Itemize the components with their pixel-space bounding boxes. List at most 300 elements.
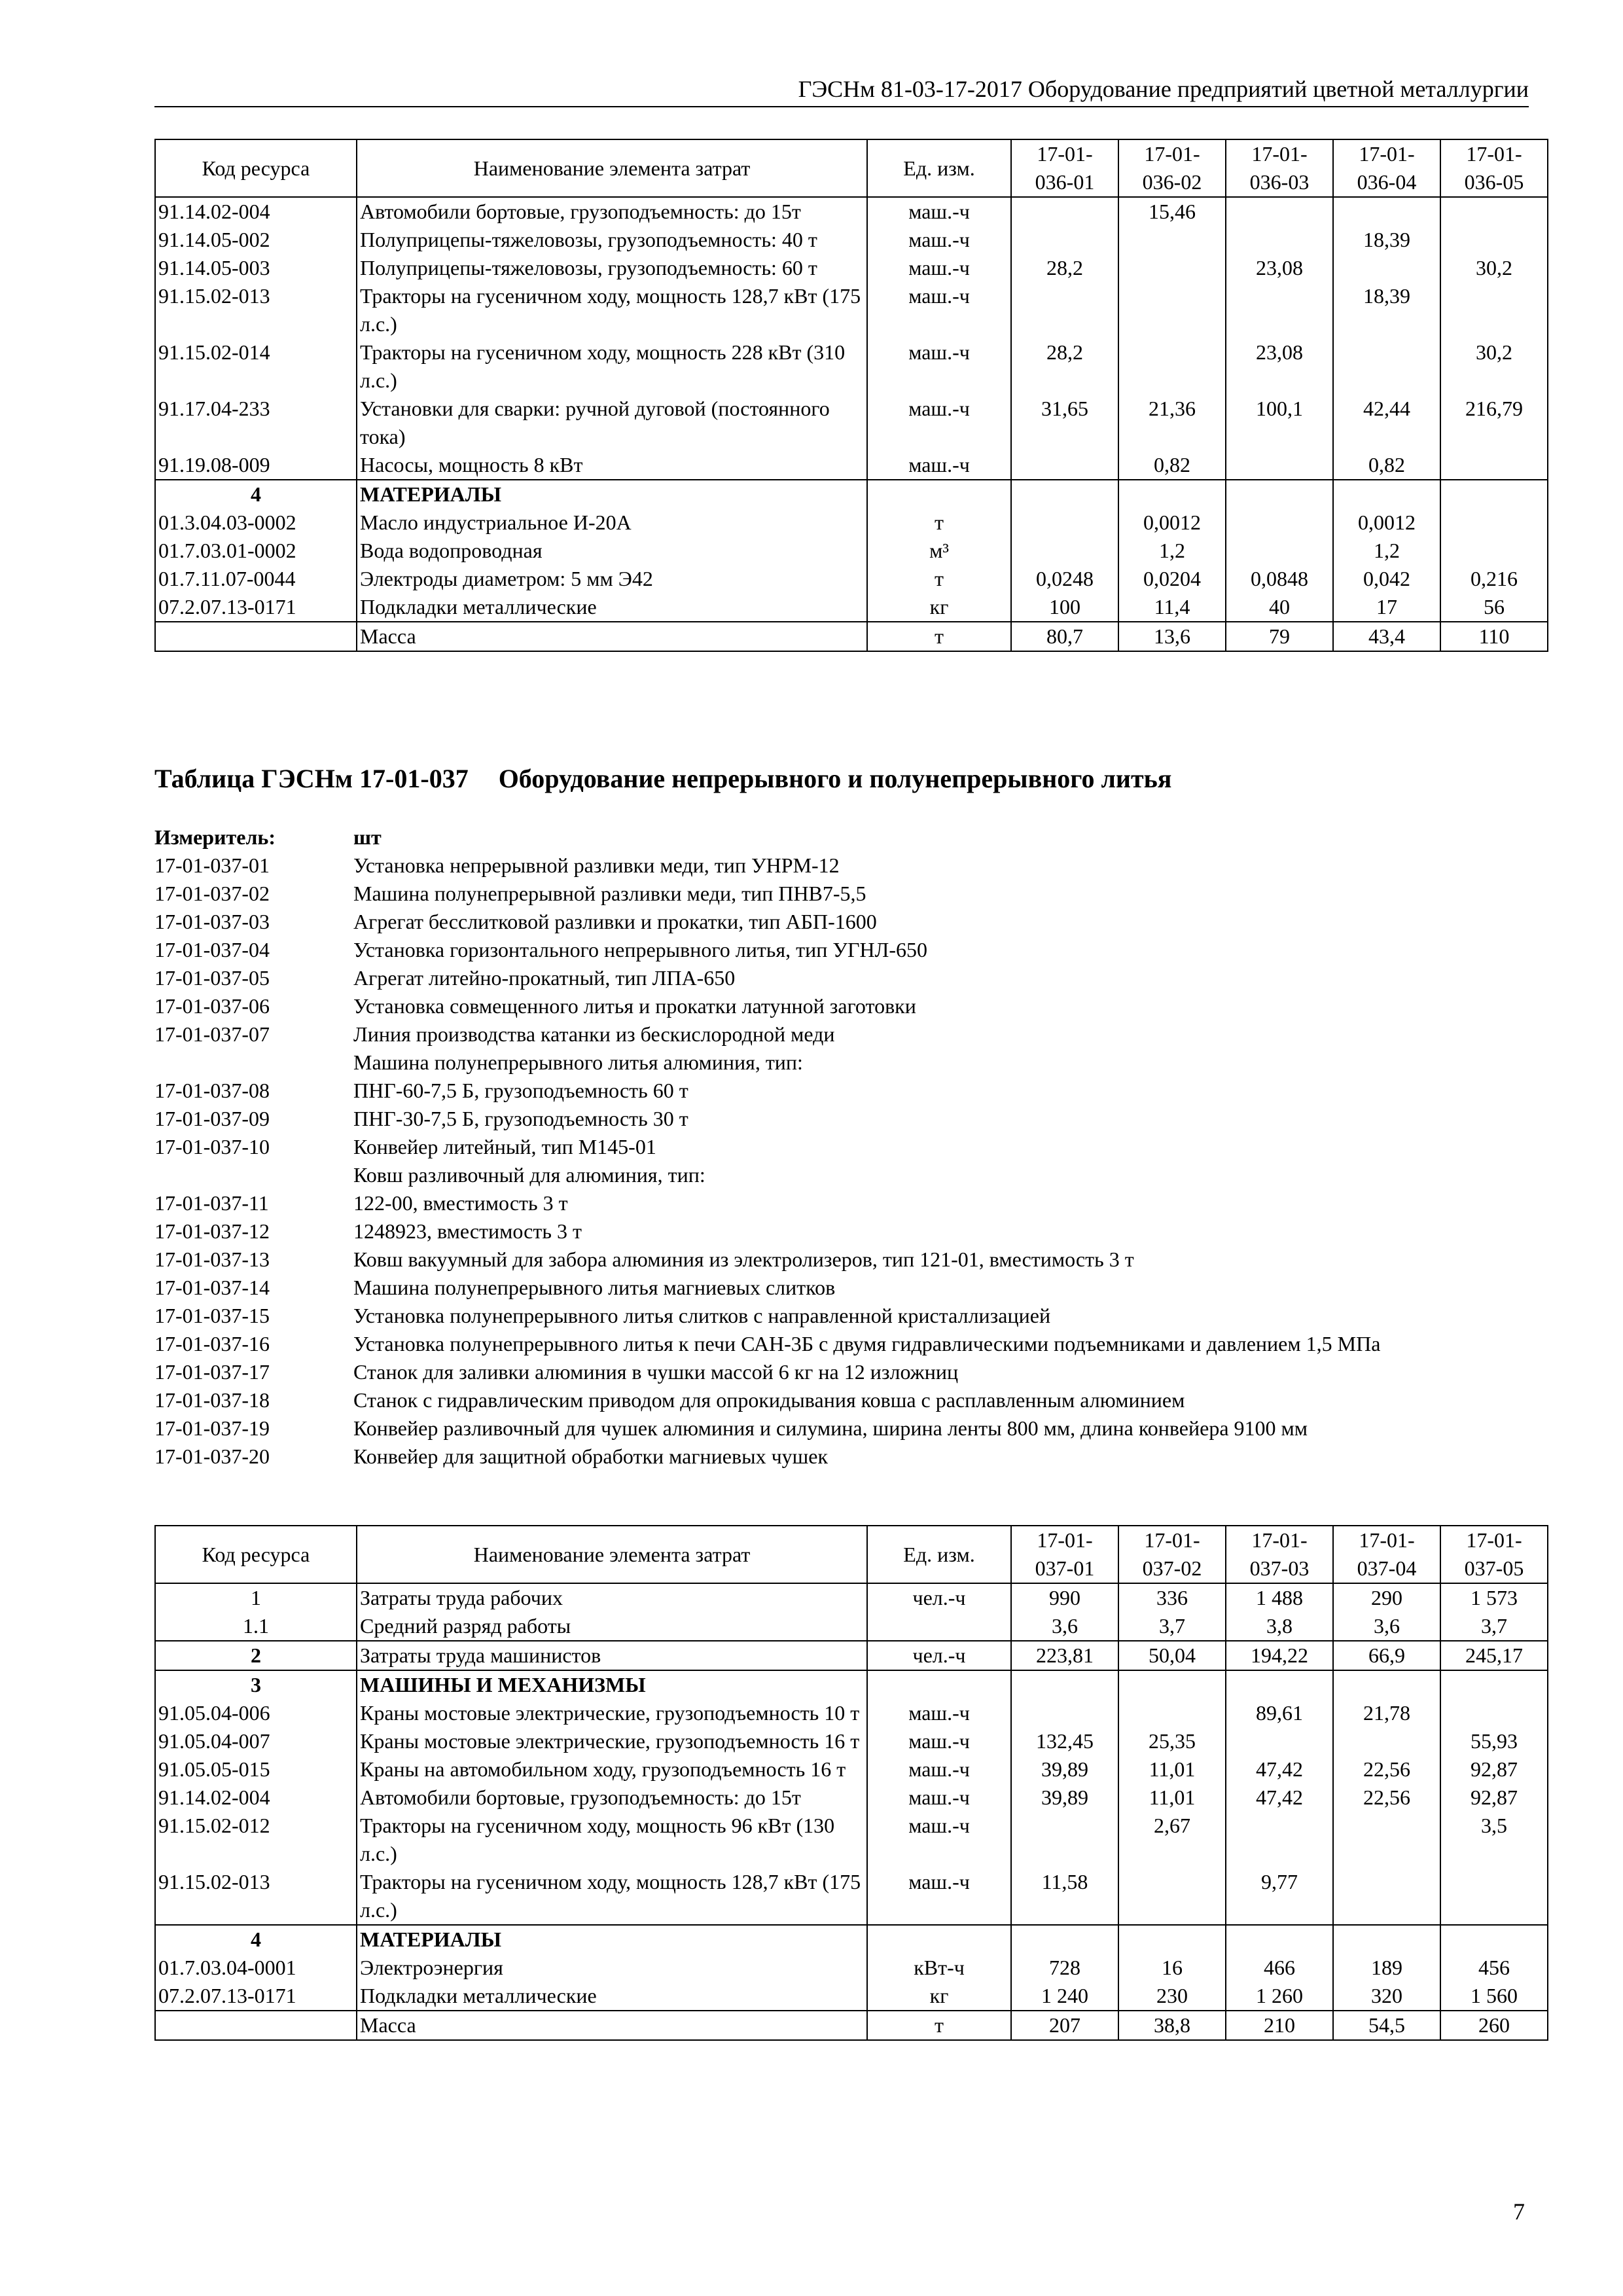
- value-cell: 456: [1440, 1954, 1548, 1982]
- column-header: 17-01- 036-04: [1333, 139, 1440, 197]
- item-text: 1248923, вместимость 3 т: [353, 1219, 582, 1243]
- value-cell: [1118, 226, 1226, 254]
- cost-element-name: [357, 480, 867, 509]
- item-code: 17-01-037-15: [154, 1304, 270, 1327]
- value-cell: 207: [1011, 2011, 1118, 2040]
- value-cell: [1226, 197, 1333, 226]
- resource-code: 4: [155, 1925, 357, 1954]
- value-cell: [1440, 197, 1548, 226]
- items-list: [154, 823, 1529, 1471]
- unit-cell: маш.-ч: [867, 197, 1011, 226]
- table-row: [155, 1699, 1548, 1727]
- table-header-row: [155, 1526, 1548, 1583]
- column-header: Ед. изм.: [867, 139, 1011, 197]
- item-code: 17-01-037-07: [154, 1022, 270, 1046]
- table-row: [155, 509, 1548, 537]
- resource-code: 91.14.02-004: [155, 1784, 357, 1812]
- value-cell: [1118, 1670, 1226, 1699]
- value-cell: 21,36: [1118, 395, 1226, 451]
- item-text: Установка горизонтального непрерывного литья, тип УГНЛ-650: [353, 938, 927, 961]
- value-cell: 466: [1226, 1954, 1333, 1982]
- value-cell: 18,39: [1333, 226, 1440, 254]
- value-cell: 18,39: [1333, 282, 1440, 338]
- table-row: [155, 1982, 1548, 2011]
- item-text: ПНГ-60-7,5 Б, грузоподъемность 60 т: [353, 1079, 688, 1102]
- cost-element-name: Насосы, мощность 8 кВт: [357, 451, 867, 480]
- unit-cell: чел.-ч: [867, 1641, 1011, 1670]
- value-cell: [1333, 1812, 1440, 1868]
- resource-table-036: [154, 139, 1548, 652]
- value-cell: 23,08: [1226, 338, 1333, 395]
- table-row: [155, 1670, 1548, 1699]
- unit-cell: [867, 480, 1011, 509]
- value-cell: 189: [1333, 1954, 1440, 1982]
- meter-label: Измеритель:: [154, 825, 276, 849]
- value-cell: 92,87: [1440, 1755, 1548, 1784]
- cost-element-name: Тракторы на гусеничном ходу, мощность 228 кВт (310 л.с.): [357, 338, 867, 395]
- cost-element-name: Тракторы на гусеничном ходу, мощность 96 кВт (130 л.с.): [357, 1812, 867, 1868]
- list-item: [154, 1161, 1529, 1189]
- resource-code: 91.15.02-012: [155, 1812, 357, 1868]
- resource-code: 01.7.03.04-0001: [155, 1954, 357, 1982]
- section-title-text: Оборудование непрерывного и полунепрерывного литья: [498, 764, 1172, 793]
- value-cell: 0,0248: [1011, 565, 1118, 593]
- list-item: [154, 1414, 1529, 1443]
- value-cell: 230: [1118, 1982, 1226, 2011]
- section-heading: МАТЕРИАЛЫ: [360, 1928, 501, 1951]
- cost-element-name: Масса: [357, 2011, 867, 2040]
- value-cell: 16: [1118, 1954, 1226, 1982]
- list-item: [154, 1386, 1529, 1414]
- unit-cell: маш.-ч: [867, 395, 1011, 451]
- value-cell: 110: [1440, 622, 1548, 651]
- table-row: [155, 1755, 1548, 1784]
- item-text: Конвейер литейный, тип М145-01: [353, 1135, 656, 1158]
- list-item: [154, 936, 1529, 964]
- value-cell: [1226, 451, 1333, 480]
- unit-cell: чел.-ч: [867, 1583, 1011, 1612]
- resource-code: 91.14.05-002: [155, 226, 357, 254]
- value-cell: [1333, 1727, 1440, 1755]
- unit-cell: кг: [867, 1982, 1011, 2011]
- column-header: Наименование элемента затрат: [357, 139, 867, 197]
- value-cell: 223,81: [1011, 1641, 1118, 1670]
- item-text: Установка совмещенного литья и прокатки латунной заготовки: [353, 994, 916, 1018]
- item-code: [154, 1161, 353, 1189]
- value-cell: [1440, 282, 1548, 338]
- value-cell: 55,93: [1440, 1727, 1548, 1755]
- value-cell: 56: [1440, 593, 1548, 622]
- list-item: [154, 1274, 1529, 1302]
- table-row: [155, 197, 1548, 226]
- resource-code: 07.2.07.13-0171: [155, 1982, 357, 2011]
- value-cell: [1226, 1812, 1333, 1868]
- cost-element-name: Масло индустриальное И-20А: [357, 509, 867, 537]
- resource-code: 91.05.04-007: [155, 1727, 357, 1755]
- value-cell: [1011, 1670, 1118, 1699]
- value-cell: [1118, 254, 1226, 282]
- value-cell: [1011, 509, 1118, 537]
- cost-element-name: Электроды диаметром: 5 мм Э42: [357, 565, 867, 593]
- resource-code: 91.05.04-006: [155, 1699, 357, 1727]
- value-cell: 47,42: [1226, 1755, 1333, 1784]
- value-cell: [1118, 1868, 1226, 1925]
- table-row: [155, 1612, 1548, 1641]
- value-cell: [1011, 451, 1118, 480]
- value-cell: 1 260: [1226, 1982, 1333, 2011]
- value-cell: [1333, 1868, 1440, 1925]
- list-item: [154, 1443, 1529, 1471]
- unit-cell: маш.-ч: [867, 1755, 1011, 1784]
- resource-code: 3: [155, 1670, 357, 1699]
- value-cell: 28,2: [1011, 254, 1118, 282]
- table-row: [155, 338, 1548, 395]
- unit-cell: [867, 1612, 1011, 1641]
- list-item: [154, 1246, 1529, 1274]
- table-row: [155, 1784, 1548, 1812]
- value-cell: [1226, 1925, 1333, 1954]
- list-item: [154, 852, 1529, 880]
- value-cell: 0,0204: [1118, 565, 1226, 593]
- item-code: 17-01-037-11: [154, 1191, 269, 1215]
- value-cell: [1226, 1727, 1333, 1755]
- item-code: 17-01-037-03: [154, 910, 270, 933]
- item-text: Ковш разливочный для алюминия, тип:: [353, 1163, 705, 1187]
- list-item: [154, 1105, 1529, 1133]
- table-row: [155, 622, 1548, 651]
- value-cell: 1,2: [1333, 537, 1440, 565]
- cost-element-name: [357, 1670, 867, 1699]
- unit-cell: маш.-ч: [867, 1699, 1011, 1727]
- value-cell: 13,6: [1118, 622, 1226, 651]
- column-header: 17-01- 036-02: [1118, 139, 1226, 197]
- value-cell: [1226, 226, 1333, 254]
- column-header: 17-01- 036-01: [1011, 139, 1118, 197]
- cost-element-name: Масса: [357, 622, 867, 651]
- value-cell: 132,45: [1011, 1727, 1118, 1755]
- item-code: [154, 1049, 353, 1077]
- list-item: [154, 1330, 1529, 1358]
- list-item: [154, 880, 1529, 908]
- section-heading: МАШИНЫ И МЕХАНИЗМЫ: [360, 1673, 646, 1696]
- column-header: Ед. изм.: [867, 1526, 1011, 1583]
- item-text: Агрегат бесслитковой разливки и прокатки, тип АБП-1600: [353, 910, 877, 933]
- value-cell: 0,0012: [1118, 509, 1226, 537]
- resource-code: 01.7.11.07-0044: [155, 565, 357, 593]
- list-item: [154, 908, 1529, 936]
- value-cell: [1011, 537, 1118, 565]
- column-header: 17-01- 037-02: [1118, 1526, 1226, 1583]
- value-cell: [1226, 480, 1333, 509]
- item-text: Машина полунепрерывной разливки меди, тип ПНВ7-5,5: [353, 882, 866, 905]
- unit-cell: кг: [867, 593, 1011, 622]
- value-cell: 43,4: [1333, 622, 1440, 651]
- item-code: 17-01-037-16: [154, 1332, 270, 1355]
- table-row: [155, 1812, 1548, 1868]
- value-cell: 3,7: [1440, 1612, 1548, 1641]
- cost-element-name: Затраты труда рабочих: [357, 1583, 867, 1612]
- item-code: 17-01-037-05: [154, 966, 270, 990]
- item-text: Линия производства катанки из бескислородной меди: [353, 1022, 835, 1046]
- item-code: 17-01-037-12: [154, 1219, 270, 1243]
- resource-code: 4: [155, 480, 357, 509]
- value-cell: [1118, 480, 1226, 509]
- item-code: 17-01-037-19: [154, 1416, 270, 1440]
- value-cell: [1333, 1925, 1440, 1954]
- item-code: 17-01-037-20: [154, 1444, 270, 1468]
- item-code: 17-01-037-08: [154, 1079, 270, 1102]
- table-row: [155, 1868, 1548, 1925]
- table-row: [155, 537, 1548, 565]
- cost-element-name: Вода водопроводная: [357, 537, 867, 565]
- item-code: 17-01-037-09: [154, 1107, 270, 1130]
- list-item: [154, 1133, 1529, 1161]
- item-code: 17-01-037-04: [154, 938, 270, 961]
- unit-cell: т: [867, 565, 1011, 593]
- column-header: 17-01- 036-03: [1226, 139, 1333, 197]
- list-item: [154, 1302, 1529, 1330]
- cost-element-name: Подкладки металлические: [357, 1982, 867, 2011]
- unit-cell: [867, 1925, 1011, 1954]
- value-cell: 89,61: [1226, 1699, 1333, 1727]
- table-header-row: [155, 139, 1548, 197]
- value-cell: 3,5: [1440, 1812, 1548, 1868]
- value-cell: [1226, 537, 1333, 565]
- resource-code: 91.15.02-014: [155, 338, 357, 395]
- value-cell: 0,82: [1333, 451, 1440, 480]
- value-cell: 990: [1011, 1583, 1118, 1612]
- resource-code: 2: [155, 1641, 357, 1670]
- table-row: [155, 480, 1548, 509]
- value-cell: 320: [1333, 1982, 1440, 2011]
- resource-code: 91.15.02-013: [155, 1868, 357, 1925]
- value-cell: 0,216: [1440, 565, 1548, 593]
- value-cell: 40: [1226, 593, 1333, 622]
- value-cell: 0,042: [1333, 565, 1440, 593]
- value-cell: 31,65: [1011, 395, 1118, 451]
- value-cell: 11,4: [1118, 593, 1226, 622]
- value-cell: 210: [1226, 2011, 1333, 2040]
- meter-value: шт: [353, 825, 382, 849]
- value-cell: [1333, 480, 1440, 509]
- value-cell: [1011, 480, 1118, 509]
- value-cell: [1440, 451, 1548, 480]
- value-cell: 22,56: [1333, 1755, 1440, 1784]
- item-text: Установка непрерывной разливки меди, тип УНРМ-12: [353, 853, 840, 877]
- table-row: [155, 1583, 1548, 1612]
- table-row: [155, 1954, 1548, 1982]
- value-cell: 30,2: [1440, 338, 1548, 395]
- table-row: [155, 1641, 1548, 1670]
- column-header: 17-01- 036-05: [1440, 139, 1548, 197]
- cost-element-name: Краны мостовые электрические, грузоподъемность 16 т: [357, 1727, 867, 1755]
- list-item: [154, 1077, 1529, 1105]
- unit-cell: маш.-ч: [867, 226, 1011, 254]
- value-cell: [1118, 338, 1226, 395]
- cost-element-name: Затраты труда машинистов: [357, 1641, 867, 1670]
- value-cell: 25,35: [1118, 1727, 1226, 1755]
- item-code: 17-01-037-13: [154, 1247, 270, 1271]
- value-cell: [1440, 480, 1548, 509]
- resource-code: 91.05.05-015: [155, 1755, 357, 1784]
- column-header: Код ресурса: [155, 139, 357, 197]
- value-cell: 11,01: [1118, 1784, 1226, 1812]
- value-cell: 2,67: [1118, 1812, 1226, 1868]
- value-cell: [1333, 197, 1440, 226]
- value-cell: 728: [1011, 1954, 1118, 1982]
- resource-code: [155, 622, 357, 651]
- cost-element-name: Тракторы на гусеничном ходу, мощность 128,7 кВт (175 л.с.): [357, 1868, 867, 1925]
- value-cell: 1 573: [1440, 1583, 1548, 1612]
- item-code: 17-01-037-10: [154, 1135, 270, 1158]
- unit-cell: маш.-ч: [867, 282, 1011, 338]
- cost-element-name: Краны мостовые электрические, грузоподъемность 10 т: [357, 1699, 867, 1727]
- item-text: ПНГ-30-7,5 Б, грузоподъемность 30 т: [353, 1107, 688, 1130]
- section-title: [154, 761, 1171, 797]
- value-cell: [1226, 282, 1333, 338]
- column-header: Код ресурса: [155, 1526, 357, 1583]
- value-cell: [1011, 197, 1118, 226]
- column-header: Наименование элемента затрат: [357, 1526, 867, 1583]
- item-code: 17-01-037-02: [154, 882, 270, 905]
- value-cell: 260: [1440, 2011, 1548, 2040]
- unit-cell: маш.-ч: [867, 1868, 1011, 1925]
- item-text: Установка полунепрерывного литья к печи САН-3Б с двумя гидравлическими подъемниками и давлением 1,5 МПа: [353, 1332, 1381, 1355]
- value-cell: [1011, 226, 1118, 254]
- value-cell: 21,78: [1333, 1699, 1440, 1727]
- cost-element-name: Полуприцепы-тяжеловозы, грузоподъемность: 60 т: [357, 254, 867, 282]
- item-code: 17-01-037-06: [154, 994, 270, 1018]
- unit-cell: маш.-ч: [867, 1727, 1011, 1755]
- value-cell: 39,89: [1011, 1784, 1118, 1812]
- value-cell: [1011, 1925, 1118, 1954]
- column-header: 17-01- 037-03: [1226, 1526, 1333, 1583]
- table-row: [155, 282, 1548, 338]
- item-code: 17-01-037-01: [154, 853, 270, 877]
- list-item: [154, 1049, 1529, 1077]
- value-cell: 290: [1333, 1583, 1440, 1612]
- table-row: [155, 226, 1548, 254]
- list-item: [154, 1020, 1529, 1049]
- unit-cell: кВт-ч: [867, 1954, 1011, 1982]
- value-cell: [1011, 1812, 1118, 1868]
- value-cell: 3,6: [1011, 1612, 1118, 1641]
- value-cell: [1440, 1868, 1548, 1925]
- list-item: [154, 1358, 1529, 1386]
- value-cell: 38,8: [1118, 2011, 1226, 2040]
- value-cell: [1333, 1670, 1440, 1699]
- value-cell: 50,04: [1118, 1641, 1226, 1670]
- value-cell: 30,2: [1440, 254, 1548, 282]
- value-cell: 80,7: [1011, 622, 1118, 651]
- value-cell: 11,01: [1118, 1755, 1226, 1784]
- value-cell: 1,2: [1118, 537, 1226, 565]
- item-text: Станок для заливки алюминия в чушки массой 6 кг на 12 изложниц: [353, 1360, 959, 1384]
- resource-code: 91.14.02-004: [155, 197, 357, 226]
- table-row: [155, 593, 1548, 622]
- list-item: [154, 1217, 1529, 1246]
- table-row: [155, 1727, 1548, 1755]
- value-cell: 216,79: [1440, 395, 1548, 451]
- item-code: 17-01-037-17: [154, 1360, 270, 1384]
- resource-code: 1.1: [155, 1612, 357, 1641]
- resource-code: 01.7.03.01-0002: [155, 537, 357, 565]
- section-heading: МАТЕРИАЛЫ: [360, 482, 501, 506]
- item-text: Конвейер для защитной обработки магниевых чушек: [353, 1444, 829, 1468]
- value-cell: 11,58: [1011, 1868, 1118, 1925]
- cost-element-name: Автомобили бортовые, грузоподъемность: до 15т: [357, 1784, 867, 1812]
- value-cell: 0,82: [1118, 451, 1226, 480]
- unit-cell: [867, 1670, 1011, 1699]
- value-cell: 1 488: [1226, 1583, 1333, 1612]
- value-cell: 3,6: [1333, 1612, 1440, 1641]
- item-text: Машина полунепрерывного литья алюминия, тип:: [353, 1050, 803, 1074]
- value-cell: [1333, 254, 1440, 282]
- item-code: 17-01-037-14: [154, 1276, 270, 1299]
- value-cell: 1 240: [1011, 1982, 1118, 2011]
- value-cell: 245,17: [1440, 1641, 1548, 1670]
- value-cell: [1440, 1699, 1548, 1727]
- value-cell: [1440, 226, 1548, 254]
- value-cell: [1440, 537, 1548, 565]
- value-cell: [1440, 1670, 1548, 1699]
- value-cell: [1226, 1670, 1333, 1699]
- cost-element-name: Краны на автомобильном ходу, грузоподъемность 16 т: [357, 1755, 867, 1784]
- cost-element-name: Установки для сварки: ручной дуговой (постоянного тока): [357, 395, 867, 451]
- cost-element-name: Автомобили бортовые, грузоподъемность: до 15т: [357, 197, 867, 226]
- value-cell: 3,8: [1226, 1612, 1333, 1641]
- cost-element-name: Подкладки металлические: [357, 593, 867, 622]
- resource-code: 91.19.08-009: [155, 451, 357, 480]
- value-cell: [1118, 282, 1226, 338]
- value-cell: [1011, 282, 1118, 338]
- table-row: [155, 2011, 1548, 2040]
- running-header: ГЭСНм 81-03-17-2017 Оборудование предприятий цветной металлургии: [154, 73, 1529, 107]
- value-cell: 0,0012: [1333, 509, 1440, 537]
- list-item: [154, 992, 1529, 1020]
- unit-cell: маш.-ч: [867, 1784, 1011, 1812]
- unit-cell: маш.-ч: [867, 254, 1011, 282]
- table-row: [155, 395, 1548, 451]
- value-cell: 54,5: [1333, 2011, 1440, 2040]
- value-cell: 15,46: [1118, 197, 1226, 226]
- resource-code: 1: [155, 1583, 357, 1612]
- value-cell: 0,0848: [1226, 565, 1333, 593]
- column-header: 17-01- 037-01: [1011, 1526, 1118, 1583]
- value-cell: 42,44: [1333, 395, 1440, 451]
- value-cell: 3,7: [1118, 1612, 1226, 1641]
- value-cell: 336: [1118, 1583, 1226, 1612]
- value-cell: [1226, 509, 1333, 537]
- resource-code: 91.14.05-003: [155, 254, 357, 282]
- value-cell: [1440, 1925, 1548, 1954]
- value-cell: 22,56: [1333, 1784, 1440, 1812]
- resource-code: 01.3.04.03-0002: [155, 509, 357, 537]
- column-header: 17-01- 037-05: [1440, 1526, 1548, 1583]
- item-text: Станок с гидравлическим приводом для опрокидывания ковша с расплавленным алюминием: [353, 1388, 1185, 1412]
- item-text: Конвейер разливочный для чушек алюминия и силумина, ширина ленты 800 мм, длина конвейера 9100 мм: [353, 1416, 1308, 1440]
- list-item: [154, 1189, 1529, 1217]
- unit-cell: м³: [867, 537, 1011, 565]
- cost-element-name: [357, 1925, 867, 1954]
- item-text: Ковш вакуумный для забора алюминия из электролизеров, тип 121-01, вместимость 3 т: [353, 1247, 1134, 1271]
- table-row: [155, 1925, 1548, 1954]
- unit-cell: маш.-ч: [867, 451, 1011, 480]
- value-cell: 79: [1226, 622, 1333, 651]
- resource-code: 91.15.02-013: [155, 282, 357, 338]
- value-cell: [1118, 1699, 1226, 1727]
- list-item: [154, 964, 1529, 992]
